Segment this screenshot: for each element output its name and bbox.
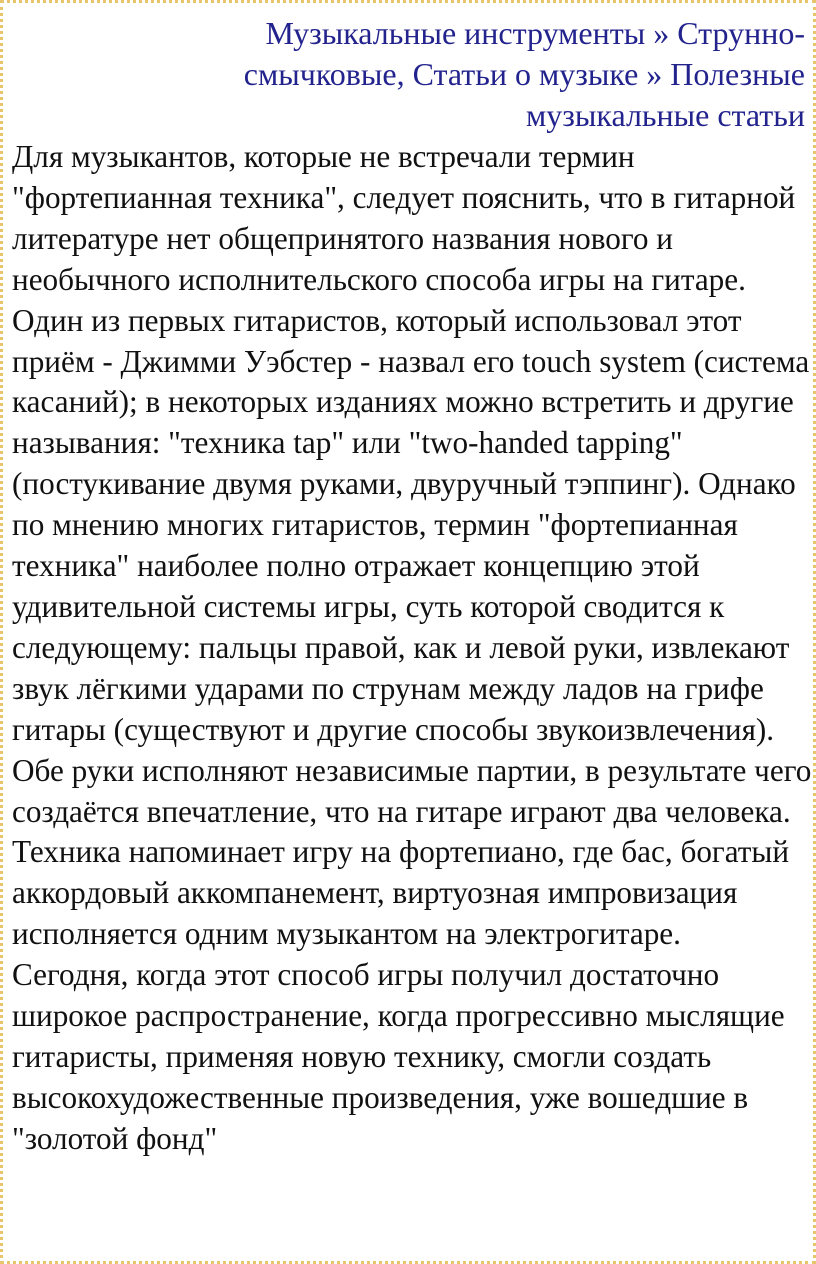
breadcrumb-link-instruments[interactable]: Музыкальные инструменты bbox=[265, 15, 646, 51]
breadcrumb-separator: » bbox=[638, 56, 671, 92]
breadcrumb bbox=[145, 13, 805, 136]
article-paragraph: Для музыкантов, которые не встречали термин "фортепианная техника", следует пояснить, что в гитарной литературе нет общепринятого названия нового и необычного исполнительского способа игры на гитаре. Один из первых гитаристов, который использовал этот приём - Джимми Уэбстер - назвал его touch system (система касаний); в некоторых изданиях можно встретить и другие называния: "техника tap" или "two-handed tapping" (постукивание двумя руками, двуручный тэппинг). Однако по мнению многих гитаристов, термин "фортепианная техника" наиболее полно отражает концепцию этой удивительной системы игры, суть которой сводится к следующему: пальцы правой, как и левой руки, извлекают звук лёгкими ударами по струнам между ладов на грифе гитары (существуют и другие способы звукоизвлечения). Обе руки исполняют независимые партии, в результате чего создаётся впечатление, что на гитаре играют два человека. Техника напоминает игру на фортепиано, где бас, богатый аккордовый аккомпанемент, виртуозная импровизация исполняется одним музыкантом на электрогитаре. bbox=[12, 139, 812, 952]
breadcrumb-separator: » bbox=[645, 15, 678, 51]
breadcrumb-link-useful-articles[interactable]: Полезные музыкальные статьи bbox=[526, 56, 805, 133]
article-paragraph: Сегодня, когда этот способ игры получил достаточно широкое распространение, когда прогрессивно мыслящие гитаристы, применяя новую технику, смогли создать высокохудожественные произведения, уже вошедшие в "золотой фонд" bbox=[12, 957, 785, 1156]
article-body bbox=[12, 137, 812, 1160]
breadcrumb-link-categories[interactable]: Струнно-смычковые, Статьи о музыке bbox=[243, 15, 805, 92]
